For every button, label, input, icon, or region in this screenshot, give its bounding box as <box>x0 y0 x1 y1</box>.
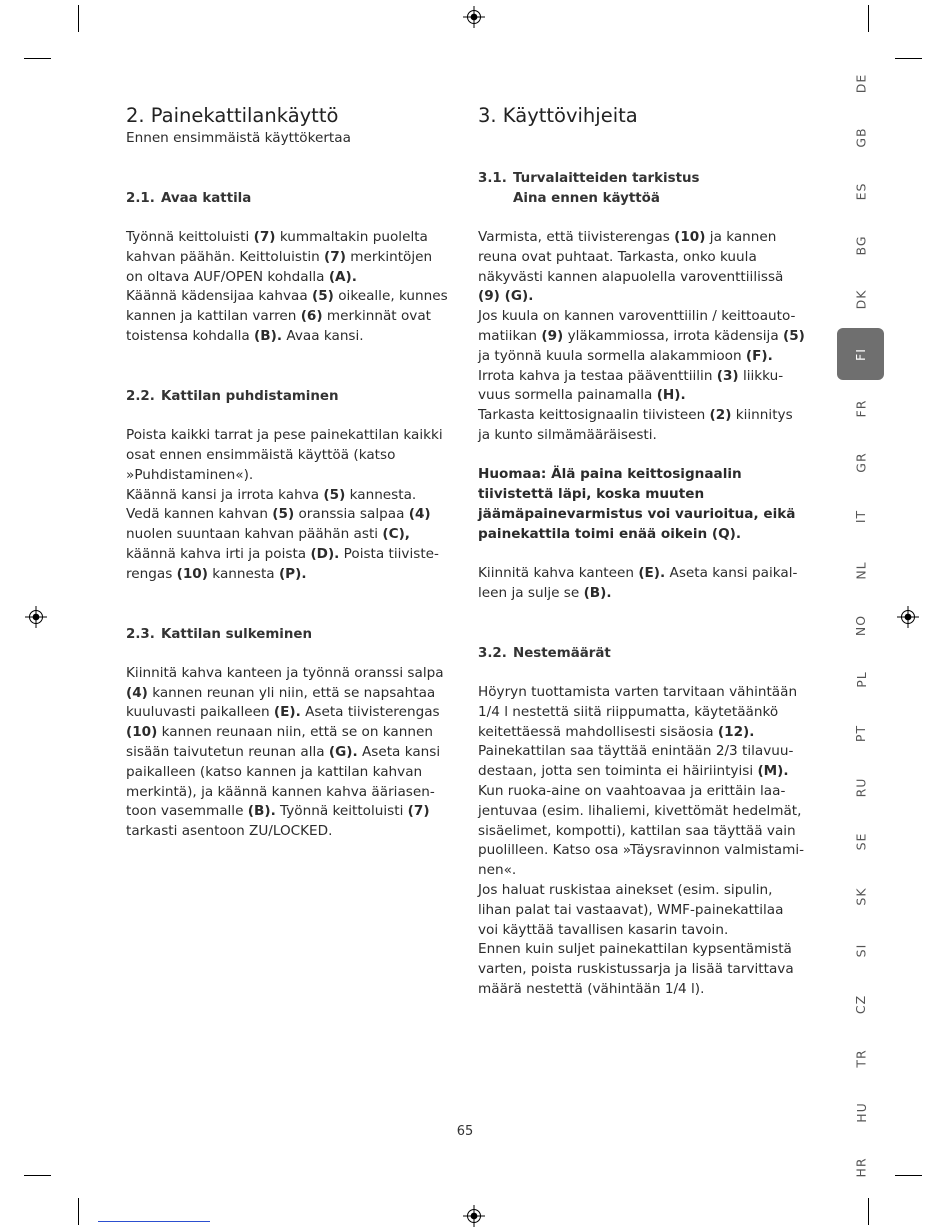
subsection-number: 3.1. <box>478 171 507 186</box>
language-tab-bg <box>836 220 886 272</box>
bold-reference: (12). <box>717 723 755 740</box>
section-heading: 3. Käyttövihjeita <box>478 104 638 127</box>
bold-reference: Huomaa: Älä paina keittosignaalin tiivistettä läpi, koska muuten jäämäpainevarmistus voi vaurioitua, eikä painekattila toimi enää oikein (Q). <box>478 466 796 542</box>
language-tab-cz <box>836 978 886 1030</box>
bold-reference: (B). <box>583 584 612 601</box>
language-tab-label: DE <box>853 73 869 93</box>
bold-reference: (P). <box>278 565 307 582</box>
left-sections <box>126 189 448 842</box>
language-tab-hu <box>836 1087 886 1139</box>
bold-reference: (7) <box>253 229 276 246</box>
subsection-number: 3.2. <box>478 645 507 661</box>
language-tab-label: RU <box>853 777 869 798</box>
bold-reference: (E). <box>638 565 666 582</box>
bold-reference: (10) <box>126 724 158 741</box>
left-column <box>126 103 448 842</box>
bottom-link-rule <box>98 1221 210 1222</box>
language-tab-gr <box>836 436 886 488</box>
body-paragraph: Poista kaikki tarrat ja pese painekattilan kaikki osat ennen ensimmäistä käyttöä (katso »Puhdistaminen«). Käännä kansi ja irrota kahva (5) kannesta. Vedä kannen kahvan (5) oranssia salpaa (4) nuolen suuntaan kahvan päähän asti (C), käännä kahva irti ja poista (D). Poista tiiviste-rengas (10) kannesta (P). <box>126 427 443 582</box>
bold-reference: (4) <box>126 684 148 701</box>
language-tab-hr <box>836 1141 886 1193</box>
bold-reference: (C), <box>382 526 410 543</box>
language-tab-fi <box>837 328 884 380</box>
language-tabs <box>836 0 886 1229</box>
language-tab-label: PL <box>853 670 869 688</box>
crop-mark <box>78 1198 79 1225</box>
language-tab-label: SE <box>853 832 869 851</box>
registration-mark-icon <box>897 606 919 628</box>
bold-reference: (3) <box>716 367 739 384</box>
language-tab-label: CZ <box>853 994 869 1015</box>
subsection-number: 2.1. <box>126 190 155 206</box>
crop-mark <box>895 1175 922 1176</box>
subsection-heading <box>126 387 448 407</box>
crop-mark <box>24 58 51 59</box>
right-sections <box>478 169 806 1000</box>
subsection-title: Nestemäärät <box>513 645 611 661</box>
subsection-heading <box>126 625 448 645</box>
language-tab-label: GB <box>853 127 869 148</box>
language-tab-pt <box>836 707 886 759</box>
bold-reference: (G). <box>328 744 358 761</box>
bold-reference: (B). <box>247 803 276 820</box>
language-tab-label: HR <box>853 1156 869 1178</box>
subsection-title: Kattilan puhdistaminen <box>161 388 339 404</box>
language-tab-label: FI <box>852 347 868 361</box>
language-tab-fr <box>836 382 886 434</box>
page-number: 65 <box>456 1124 474 1139</box>
bold-reference: (F). <box>745 347 773 364</box>
language-tab-label: NO <box>853 614 869 636</box>
subsection-heading <box>478 169 806 209</box>
intro-text: Ennen ensimmäistä käyttökertaa <box>126 130 351 146</box>
language-tab-de <box>836 57 886 109</box>
body-paragraph: Kiinnitä kahva kanteen ja työnnä oranssi salpa (4) kannen reunan yli niin, että se napsahtaa kuuluvasti paikalleen (E). Aseta tiivisterengas (10) kannen reunaan niin, että se on kannen sisään taivutetun reunan alla (G). Aseta kansi paikalleen (katso kannen ja kattilan kahvan merkintä), ja käännä kannen kahva ääriasen-toon vasemmalle (B). Työnnä keittoluisti (7) tarkasti asentoon ZU/LOCKED. <box>126 664 444 840</box>
language-tab-it <box>836 491 886 543</box>
bold-reference: (2) <box>709 407 732 424</box>
language-tab-pl <box>836 653 886 705</box>
language-tab-si <box>836 924 886 976</box>
subsection-title: Avaa kattila <box>161 190 252 206</box>
crop-mark <box>895 58 922 59</box>
bold-reference: (5) <box>272 506 295 523</box>
bold-reference: (6) <box>300 308 323 325</box>
registration-mark-icon <box>25 606 47 628</box>
language-tab-label: DK <box>853 289 869 310</box>
bold-reference: (H). <box>656 387 686 404</box>
body-paragraph <box>478 465 806 544</box>
crop-mark <box>24 1175 51 1176</box>
bold-reference: (9) <box>541 328 564 345</box>
subsection-number: 2.2. <box>126 388 155 404</box>
bold-reference: (M). <box>757 763 789 780</box>
crop-mark <box>78 5 79 32</box>
language-tab-label: HU <box>853 1102 869 1124</box>
body-paragraph: Höyryn tuottamista varten tarvitaan vähintään 1/4 l nestettä siitä riippumatta, käytetäänkö keitettäessä mahdollisesti sisäosia (12). Painekattilan saa täyttää enintään 2/3 tilavuu-destaan, jotta sen toiminta ei häiriintyisi (M). Kun ruoka-aine on vaahtoavaa ja erittäin laa-jentuvaa (esim. lihaliemi, kivettömät hedelmät, sisäelimet, kompotti), kattilan saa täyttää vain puolilleen. Katso osa »Täysravinnon valmistami-nen«. Jos haluat ruskistaa ainekset (esim. sipulin, lihan palat tai vastaavat), WMF-painekattilaa voi käyttää tavallisen kasarin tavoin. Ennen kuin suljet painekattilan kypsentämistä varten, poista ruskistussarja ja lisää tarvittava määrä nestettä (vähintään 1/4 l). <box>478 683 805 997</box>
language-tab-label: BG <box>853 235 869 256</box>
subsection-title: Kattilan sulkeminen <box>161 626 313 642</box>
language-tab-label: FR <box>853 399 869 418</box>
language-tab-label: TR <box>853 1049 869 1068</box>
language-tab-gb <box>836 111 886 163</box>
bold-reference: (9) (G). <box>478 288 534 305</box>
bold-reference: (10) <box>176 565 208 582</box>
language-tab-label: SI <box>853 943 869 957</box>
language-tab-ru <box>836 762 886 814</box>
bold-reference: (7) <box>407 803 430 820</box>
language-tab-label: ES <box>853 182 869 201</box>
bold-reference: (A). <box>328 268 357 285</box>
body-paragraph: Työnnä keittoluisti (7) kummaltakin puolelta kahvan päähän. Keittoluistin (7) merkintöjen on oltava AUF/OPEN kohdalla (A). Käännä kädensijaa kahvaa (5) oikealle, kunnes kannen ja kattilan varren (6) merkinnät ovat toistensa kohdalla (B). Avaa kansi. <box>126 229 448 345</box>
bold-reference: (B). <box>254 328 282 345</box>
language-tab-nl <box>836 545 886 597</box>
right-column <box>478 103 806 1000</box>
body-paragraph: Kiinnitä kahva kanteen (E). Aseta kansi paikal-leen ja sulje se (B). <box>478 565 798 601</box>
language-tab-label: PT <box>853 724 869 742</box>
subsection-heading <box>126 189 448 209</box>
body-paragraph: Varmista, että tiivisterengas (10) ja kannen reuna ovat puhtaat. Tarkasta, onko kuula näkyvästi kannen alapuolella varoventtiilissä (9) (G). Jos kuula on kannen varoventtiilin / keittoauto-matiikan (9) yläkammiossa, irrota kädensija (5) ja työnnä kuula sormella alakammioon (F). Irrota kahva ja testaa pääventtiilin (3) liikku-vuus sormella painamalla (H). Tarkasta keittosignaalin tiivisteen (2) kiinnitys ja kunto silmämääräisesti. <box>478 229 805 444</box>
language-tab-label: IT <box>853 509 869 524</box>
registration-mark-icon <box>463 1205 485 1227</box>
bold-reference: (5) <box>782 328 805 345</box>
language-tab-label: GR <box>853 452 869 473</box>
language-tab-no <box>836 599 886 651</box>
language-tab-dk <box>836 274 886 326</box>
language-tab-label: NL <box>853 561 869 580</box>
language-tab-se <box>836 816 886 868</box>
bold-reference: (10) <box>674 229 706 246</box>
bold-reference: (E). <box>273 704 301 721</box>
registration-mark-icon <box>463 6 485 28</box>
language-tab-sk <box>836 870 886 922</box>
bold-reference: (7) <box>324 248 346 265</box>
bold-reference: (4) <box>408 506 431 523</box>
subsection-subtitle: Aina ennen käyttöä <box>513 190 660 206</box>
bold-reference: (5) <box>323 486 346 503</box>
subsection-number: 2.3. <box>126 626 155 642</box>
language-tab-es <box>836 165 886 217</box>
section-heading: 2. Painekattilankäyttö <box>126 104 339 127</box>
language-tab-label: SK <box>853 886 869 906</box>
subsection-heading <box>478 644 806 664</box>
language-tab-tr <box>836 1033 886 1085</box>
bold-reference: (D). <box>310 545 340 562</box>
bold-reference: (5) <box>312 288 334 305</box>
subsection-title: Turvalaitteiden tarkistus <box>513 171 700 186</box>
